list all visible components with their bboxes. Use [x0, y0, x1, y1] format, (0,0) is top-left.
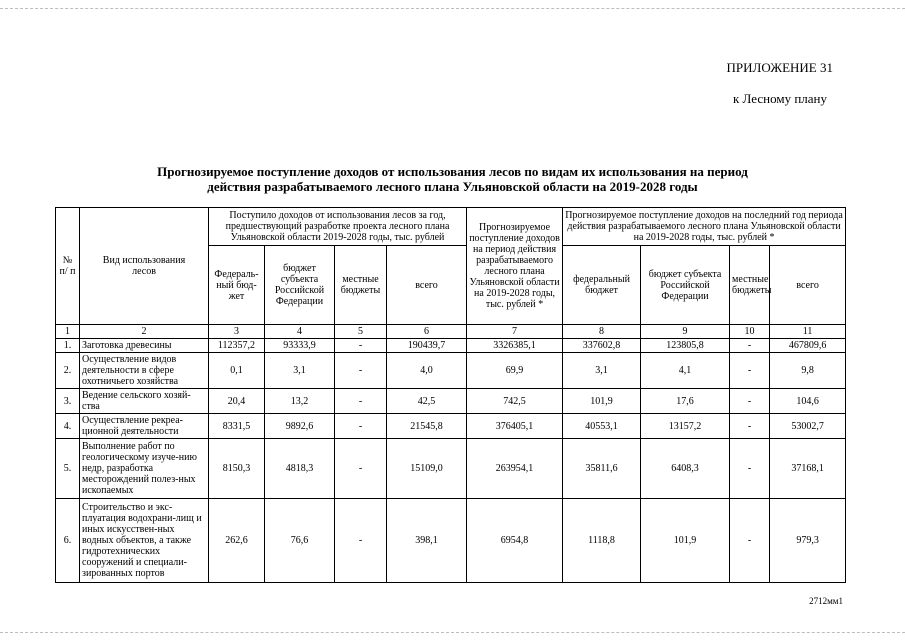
cell-federal-1: 262,6 — [209, 499, 265, 583]
cell-regional-2: 4,1 — [641, 353, 730, 389]
cell-regional-2: 6408,3 — [641, 439, 730, 499]
scan-edge-top — [0, 8, 905, 10]
sub-federal-2: федеральный бюджет — [563, 246, 641, 325]
sub-federal-1: Федераль-ный бюд-жет — [209, 246, 265, 325]
row-type: Ведение сельского хозяй-ства — [80, 389, 209, 414]
cell-federal-1: 0,1 — [209, 353, 265, 389]
cell-federal-2: 35811,6 — [563, 439, 641, 499]
cell-regional-2: 101,9 — [641, 499, 730, 583]
scan-edge-bottom — [0, 632, 905, 634]
cell-federal-1: 8150,3 — [209, 439, 265, 499]
cell-local-2: - — [730, 389, 770, 414]
header-num: № п/ п — [56, 208, 80, 325]
title-line-2: действия разрабатываемого лесного плана Ульяновской области на 2019-2028 годы — [207, 179, 698, 194]
sub-total-2: всего — [770, 246, 846, 325]
cell-local-2: - — [730, 353, 770, 389]
cell-local-1: - — [335, 339, 387, 353]
cell-local-1: - — [335, 414, 387, 439]
sub-local-1: местные бюджеты — [335, 246, 387, 325]
sub-regional-1: бюджет субъекта Российской Федерации — [265, 246, 335, 325]
table-row — [56, 439, 846, 499]
cell-federal-2: 337602,8 — [563, 339, 641, 353]
cell-forecast: 263954,1 — [467, 439, 563, 499]
col-number: 2 — [80, 325, 209, 339]
cell-total-1: 190439,7 — [387, 339, 467, 353]
col-number: 6 — [387, 325, 467, 339]
sub-total-1: всего — [387, 246, 467, 325]
row-num: 1. — [56, 339, 80, 353]
table-row — [56, 353, 846, 389]
cell-total-2: 9,8 — [770, 353, 846, 389]
header-group-last-year: Прогнозируемое поступление доходов на последний год периода действия разрабатываемого лесного плана Ульяновской области на 2019-2028 годы, тыс. рублей * — [563, 208, 846, 246]
col-number: 4 — [265, 325, 335, 339]
cell-total-2: 37168,1 — [770, 439, 846, 499]
cell-forecast: 376405,1 — [467, 414, 563, 439]
cell-forecast: 742,5 — [467, 389, 563, 414]
cell-total-2: 467809,6 — [770, 339, 846, 353]
cell-local-1: - — [335, 439, 387, 499]
col-number: 10 — [730, 325, 770, 339]
cell-total-2: 979,3 — [770, 499, 846, 583]
cell-total-1: 42,5 — [387, 389, 467, 414]
row-num: 5. — [56, 439, 80, 499]
row-type: Заготовка древесины — [80, 339, 209, 353]
col-number: 8 — [563, 325, 641, 339]
appendix-sublabel: к Лесному плану — [732, 91, 827, 106]
column-number-row — [56, 325, 846, 339]
cell-local-2: - — [730, 439, 770, 499]
header-type: Вид использования лесов — [80, 208, 209, 325]
col-number: 3 — [209, 325, 265, 339]
footer-code: 2712мм1 — [809, 596, 843, 606]
col-number: 9 — [641, 325, 730, 339]
cell-forecast: 3326385,1 — [467, 339, 563, 353]
cell-total-2: 104,6 — [770, 389, 846, 414]
table-row — [56, 499, 846, 583]
cell-regional-2: 123805,8 — [641, 339, 730, 353]
cell-total-1: 15109,0 — [387, 439, 467, 499]
cell-total-1: 398,1 — [387, 499, 467, 583]
row-type: Выполнение работ по геологическому изуче-нию недр, разработка месторождений полез-ных ископаемых — [80, 439, 209, 499]
row-num: 3. — [56, 389, 80, 414]
title-line-1: Прогнозируемое поступление доходов от использования лесов по видам их использования на период — [157, 164, 748, 179]
cell-forecast: 69,9 — [467, 353, 563, 389]
col-number: 1 — [56, 325, 80, 339]
sub-regional-2: бюджет субъекта Российской Федерации — [641, 246, 730, 325]
row-type: Осуществление видов деятельности в сфере охотничьего хозяйства — [80, 353, 209, 389]
table-row — [56, 389, 846, 414]
cell-regional-1: 93333,9 — [265, 339, 335, 353]
cell-regional-1: 9892,6 — [265, 414, 335, 439]
cell-local-1: - — [335, 499, 387, 583]
cell-regional-1: 4818,3 — [265, 439, 335, 499]
cell-regional-2: 17,6 — [641, 389, 730, 414]
sub-local-2: местные бюджеты — [730, 246, 770, 325]
row-num: 2. — [56, 353, 80, 389]
col-number: 11 — [770, 325, 846, 339]
cell-forecast: 6954,8 — [467, 499, 563, 583]
cell-federal-1: 112357,2 — [209, 339, 265, 353]
header-forecast-period: Прогнозируемое поступление доходов на период действия разрабатываемого лесного плана Ульяновской области на 2019-2028 годы, тыс. рублей * — [467, 208, 563, 325]
row-num: 6. — [56, 499, 80, 583]
cell-federal-1: 20,4 — [209, 389, 265, 414]
cell-federal-2: 101,9 — [563, 389, 641, 414]
cell-local-1: - — [335, 389, 387, 414]
cell-total-1: 4,0 — [387, 353, 467, 389]
cell-total-2: 53002,7 — [770, 414, 846, 439]
cell-federal-2: 1118,8 — [563, 499, 641, 583]
table-row — [56, 339, 846, 353]
cell-local-2: - — [730, 499, 770, 583]
cell-regional-1: 76,6 — [265, 499, 335, 583]
cell-regional-1: 13,2 — [265, 389, 335, 414]
row-type: Строительство и экс-плуатация водохрани-лищ и иных искусствен-ных водных объектов, а также гидротехнических сооружений и специали-зированных портов — [80, 499, 209, 583]
cell-federal-2: 3,1 — [563, 353, 641, 389]
col-number: 7 — [467, 325, 563, 339]
cell-regional-2: 13157,2 — [641, 414, 730, 439]
table-row — [56, 414, 846, 439]
appendix-label: ПРИЛОЖЕНИЕ 31 — [726, 60, 833, 75]
cell-local-2: - — [730, 339, 770, 353]
cell-federal-2: 40553,1 — [563, 414, 641, 439]
cell-regional-1: 3,1 — [265, 353, 335, 389]
row-type: Осуществление рекреа-ционной деятельности — [80, 414, 209, 439]
row-num: 4. — [56, 414, 80, 439]
col-number: 5 — [335, 325, 387, 339]
cell-total-1: 21545,8 — [387, 414, 467, 439]
cell-federal-1: 8331,5 — [209, 414, 265, 439]
cell-local-1: - — [335, 353, 387, 389]
cell-local-2: - — [730, 414, 770, 439]
revenue-table — [55, 207, 846, 583]
document-title — [60, 164, 845, 194]
header-group-received: Поступило доходов от использования лесов за год, предшествующий разработке проекта лесного плана Ульяновской области 2019-2028 годы, тыс. рублей — [209, 208, 467, 246]
